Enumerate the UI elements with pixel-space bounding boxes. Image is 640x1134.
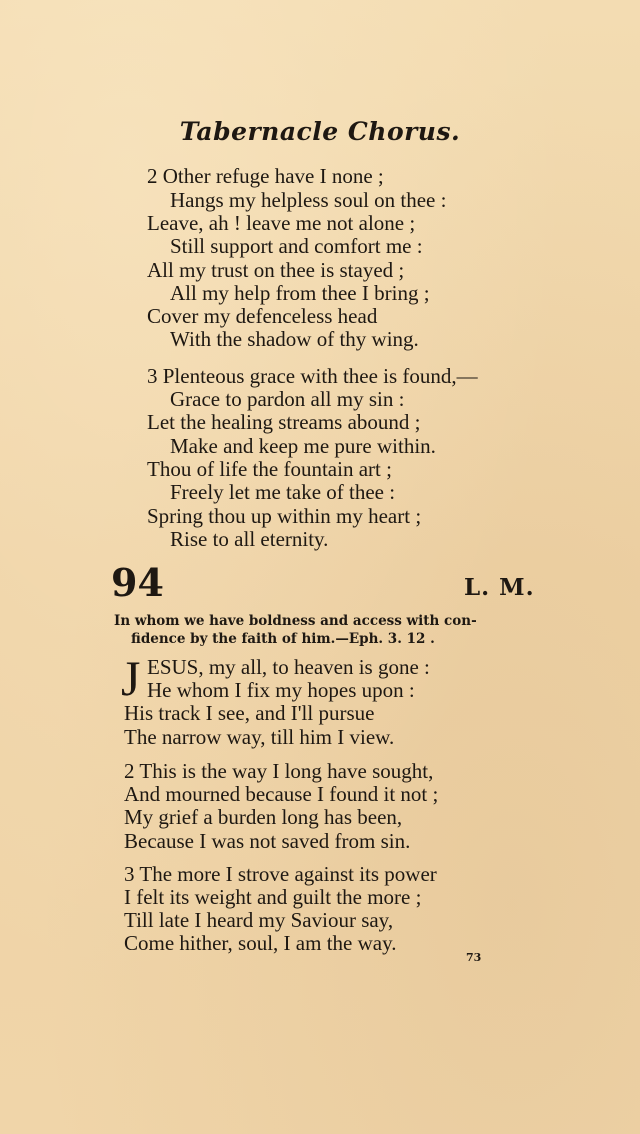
hymn-number: 94 [111, 560, 164, 605]
verse-line: Spring thou up within my heart ; [147, 504, 422, 528]
verse-line: Leave, ah ! leave me not alone ; [147, 211, 416, 235]
verse-line: Still support and comfort me : [170, 234, 423, 258]
verse-line: 3 Plenteous grace with thee is found,— [147, 364, 478, 388]
epigraph-line: fidence by the faith of him.—Eph. 3. 12 . [131, 631, 435, 647]
verse-line: Hangs my helpless soul on thee : [170, 188, 447, 212]
verse-line: With the shadow of thy wing. [170, 327, 419, 351]
verse-line: All my help from thee I bring ; [170, 281, 430, 305]
verse-line: Thou of life the fountain art ; [147, 457, 392, 481]
verse-line: 3 The more I strove against its power [124, 862, 437, 886]
drop-cap: J [121, 650, 141, 706]
page-number: 73 [466, 951, 482, 964]
verse-line: ESUS, my all, to heaven is gone : [147, 655, 430, 679]
verse-line: And mourned because I found it not ; [124, 782, 439, 806]
verse-line: Rise to all eternity. [170, 527, 329, 551]
verse-line: My grief a burden long has been, [124, 805, 403, 829]
verse-line: All my trust on thee is stayed ; [147, 258, 405, 282]
verse-line: Grace to pardon all my sin : [170, 387, 405, 411]
verse-line: Because I was not saved from sin. [124, 829, 411, 853]
verse-line: Freely let me take of thee : [170, 480, 396, 504]
verse-line: His track I see, and I'll pursue [124, 701, 375, 725]
verse-line: Make and keep me pure within. [170, 434, 436, 458]
verse-line: 2 Other refuge have I none ; [147, 164, 384, 188]
verse-line: Come hither, soul, I am the way. [124, 931, 397, 955]
verse-line: Cover my defenceless head [147, 304, 378, 328]
verse-line: I felt its weight and guilt the more ; [124, 885, 422, 909]
verse-line: 2 This is the way I long have sought, [124, 759, 434, 783]
epigraph-line: In whom we have boldness and access with con- [114, 613, 477, 629]
verse-line: Till late I heard my Saviour say, [124, 908, 394, 932]
verse-line: He whom I fix my hopes upon : [147, 678, 415, 702]
verse-line: Let the healing streams abound ; [147, 410, 421, 434]
running-header: Tabernacle Chorus. [179, 117, 461, 146]
verse-line: The narrow way, till him I view. [124, 725, 395, 749]
hymn-meter: L. M. [464, 574, 535, 601]
